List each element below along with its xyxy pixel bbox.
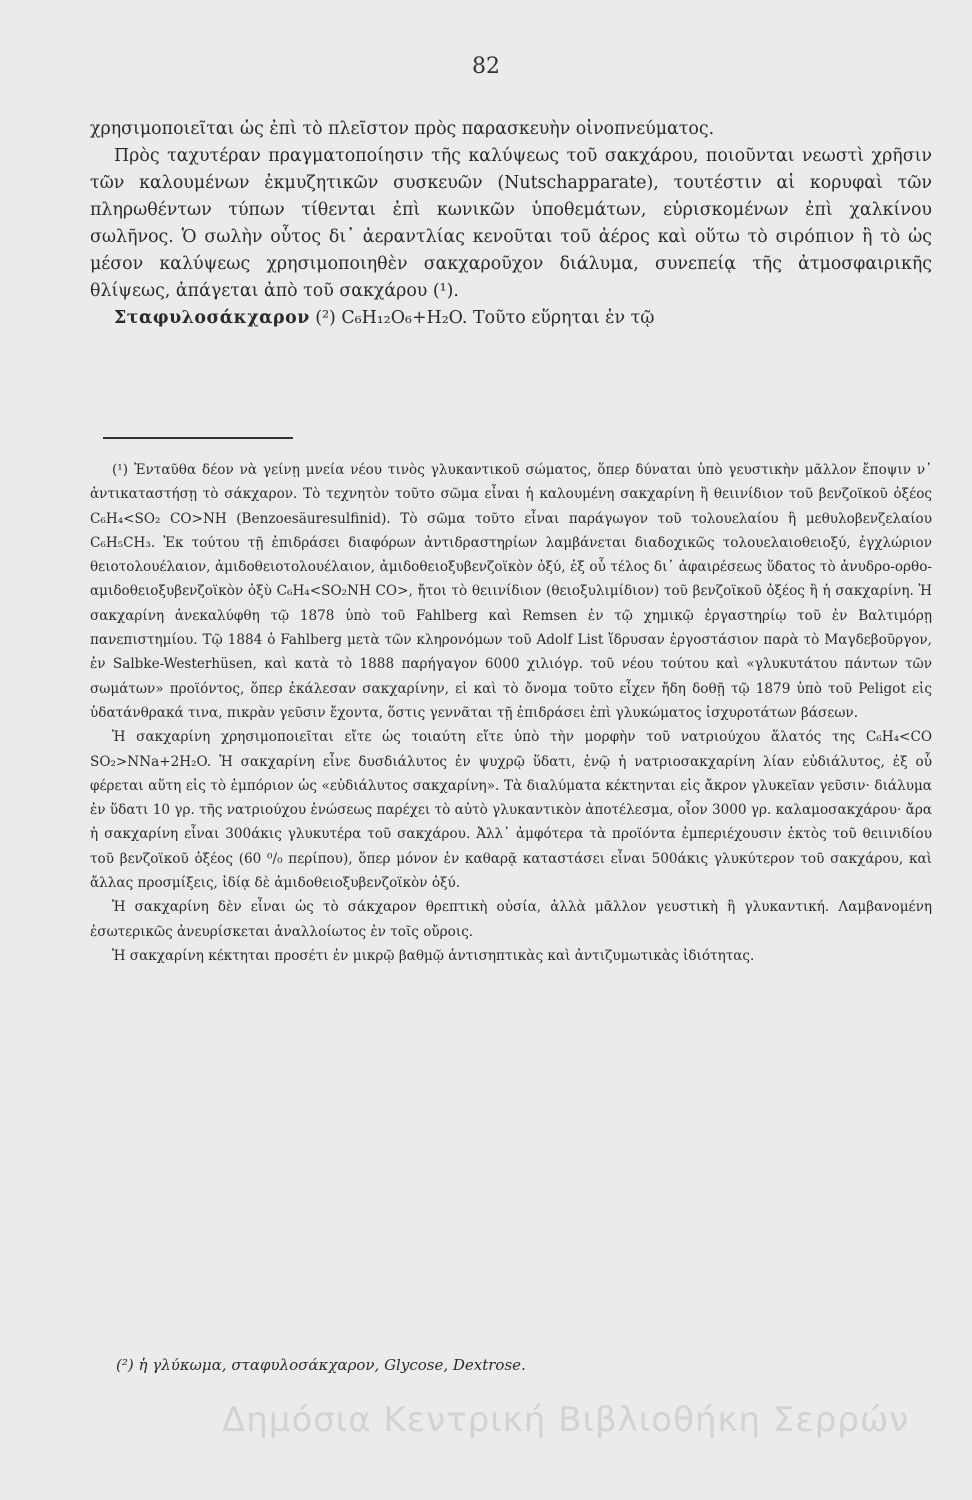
section-heading: Σταφυλοσάκχαρον xyxy=(114,308,310,328)
main-paragraph: χρησιμοποιεῖται ὡς ἐπὶ τὸ πλεῖστον πρὸς παρασκευὴν οἰνοπνεύματος. xyxy=(90,119,715,139)
page-number: 82 xyxy=(472,54,500,79)
footnote-paragraph: Ἡ σακχαρίνη δὲν εἶναι ὡς τὸ σάκχαρον θρεπτικὴ οὐσία, ἀλλὰ μᾶλλον γευστικὴ ἢ γλυκαντική. Λαμβανομένη ἐσωτερικῶς ἀνευρίσκεται ἀναλλοίωτος ἐν τοῖς οὔροις. xyxy=(90,899,932,940)
footnotes xyxy=(90,458,932,968)
footnote-paragraph: (¹) Ἐνταῦθα δέον νὰ γείνῃ μνεία νέου τινὸς γλυκαντικοῦ σώματος, ὅπερ δύναται ὑπὸ γευστικὴν μᾶλλον ἔποψιν ν᾽ ἀντικαταστήσῃ τὸ σάκχαρον. Τὸ τεχνητὸν τοῦτο σῶμα εἶναι ἡ καλουμένη σακχαρίνη ἢ θειινίδιον τοῦ βενζοϊκοῦ ὀξέος C₆H₄<SO₂ CO>NH (Benzoesäuresulfinid). Τὸ σῶμα τοῦτο εἶναι παράγωγον τοῦ τολουελαίου ἢ μεθυλοβενζελαίου C₆H₅CH₃. Ἐκ τούτου τῇ ἐπιδράσει διαφόρων ἀντιδραστηρίων λαμβάνεται διαδοχικῶς τολουελαιοθειοξύ, ἐγχλώριον θειοτολουέλαιον, ἀμιδοθειοτολουέλαιον, ἀμιδοθειοξυβενζοϊκὸν ὀξύ, ἐξ οὗ τέλος δι᾽ ἀφαιρέσεως ὕδατος τὸ ἀνυδρο-ορθο-αμιδοθειοξυβενζοϊκὸν ὀξὺ C₆H₄<SO₂NH CO>, ἤτοι τὸ θειινίδιον (θειοξυλιμίδιον) τοῦ βενζοϊκοῦ ὀξέος ἢ ἡ σακχαρίνη. Ἡ σακχαρίνη ἀνεκαλύφθη τῷ 1878 ὑπὸ τοῦ Fahlberg καὶ Remsen ἐν τῷ χημικῷ ἐργαστηρίῳ τοῦ ἐν Βαλτιμόρῃ πανεπιστημίου. Τῷ 1884 ὁ Fahlberg μετὰ τῶν κληρονόμων τοῦ Adolf List ἵδρυσαν ἐργοστάσιον παρὰ τὸ Μαγδεβοῦργον, ἐν Salbke-Westerhüsen, καὶ κατὰ τὸ 1888 παρήγαγον 6000 χιλιόγρ. τοῦ νέου τούτου καὶ «γλυκυτάτου πάντων τῶν σωμάτων» προϊόντος, ὅπερ ἐκάλεσαν σακχαρίνην, εἰ καὶ τὸ ὄνομα τοῦτο εἶχεν ἤδη δοθῇ τῷ 1879 ὑπὸ τοῦ Peligot εἰς ὑδατάνθρακά τινα, πικρὰν γεῦσιν ἔχοντα, ὅστις γεννᾶται τῇ ἐπιδράσει ἐπὶ γλυκώματος ἰσχυροτάτων βάσεων. xyxy=(90,462,932,721)
main-text xyxy=(90,116,932,332)
library-watermark: Δημόσια Κεντρική Βιβλιοθήκη Σερρών xyxy=(222,1400,910,1440)
footnote-2: (²) ἡ γλύκωμα, σταφυλοσάκχαρον, Glycose, Dextrose. xyxy=(116,1356,526,1374)
footnote-divider xyxy=(103,437,293,439)
footnote-paragraph: Ἡ σακχαρίνη χρησιμοποιεῖται εἴτε ὡς τοιαύτη εἴτε ὑπὸ τὴν μορφὴν τοῦ νατριούχου ἅλατός της C₆H₄<CO SO₂>NNa+2H₂O. Ἡ σακχαρίνη εἶνε δυσδιάλυτος ἐν ψυχρῷ ὕδατι, ἐνῷ ἡ νατριοσακχαρίνη λίαν εὐδιάλυτος, ἐξ οὗ φέρεται αὕτη εἰς τὸ ἐμπόριον ὡς «εὐδιάλυτος σακχαρίνη». Τὰ διαλύματα κέκτηνται εἰς ἄκρον γλυκεῖαν γεῦσιν· διάλυμα ἐν ὕδατι 10 γρ. τῆς νατριούχου ἑνώσεως παρέχει τὸ αὐτὸ γλυκαντικὸν ἀποτέλεσμα, οἷον 3000 γρ. καλαμοσακχάρου· ἄρα ἡ σακχαρίνη εἶναι 300άκις γλυκυτέρα τοῦ σακχάρου. Ἀλλ᾽ ἀμφότερα τὰ προϊόντα ἐμπεριέχουσιν ἐκτὸς τοῦ θειινιδίου τοῦ βενζοϊκοῦ ὀξέος (60 ⁰/₀ περίπου), ὅπερ μόνον ἐν καθαρᾷ καταστάσει εἶναι 500άκις γλυκύτερον τοῦ σακχάρου, καὶ ἄλλας προσμίξεις, ἰδίᾳ δὲ ἀμιδοθειοξυβενζοϊκὸν ὀξύ. xyxy=(90,729,932,892)
staphylosaccharon-paragraph xyxy=(90,305,932,332)
section-text: (²) C₆H₁₂O₆+H₂O. Τοῦτο εὕρηται ἐν τῷ xyxy=(309,308,655,328)
footnote-paragraph: Ἡ σακχαρίνη κέκτηται προσέτι ἐν μικρῷ βαθμῷ ἀντισηπτικὰς καὶ ἀντιζυμωτικὰς ἰδιότητας. xyxy=(112,947,755,964)
main-paragraph: Πρὸς ταχυτέραν πραγματοποίησιν τῆς καλύψεως τοῦ σακχάρου, ποιοῦνται νεωστὶ χρῆσιν τῶν καλουμένων ἐκμυζητικῶν συσκευῶν (Nutschapparate), τουτέστιν αἱ κορυφαὶ τῶν πληρωθέντων τύπων τίθενται ἐπὶ κωνικῶν ὑποθεμάτων, εὑρισκομένων ἐπὶ χαλκίνου σωλῆνος. Ὁ σωλὴν οὗτος δι᾽ ἀεραντλίας κενοῦται τοῦ ἀέρος καὶ οὕτω τὸ σιρόπιον ἢ τὸ ὡς μέσον καλύψεως χρησιμοποιηθὲν σακχαροῦχον διάλυμα, συνεπείᾳ τῆς ἀτμοσφαιρικῆς θλίψεως, ἀπάγεται ἀπὸ τοῦ σακχάρου (¹). xyxy=(90,146,932,301)
